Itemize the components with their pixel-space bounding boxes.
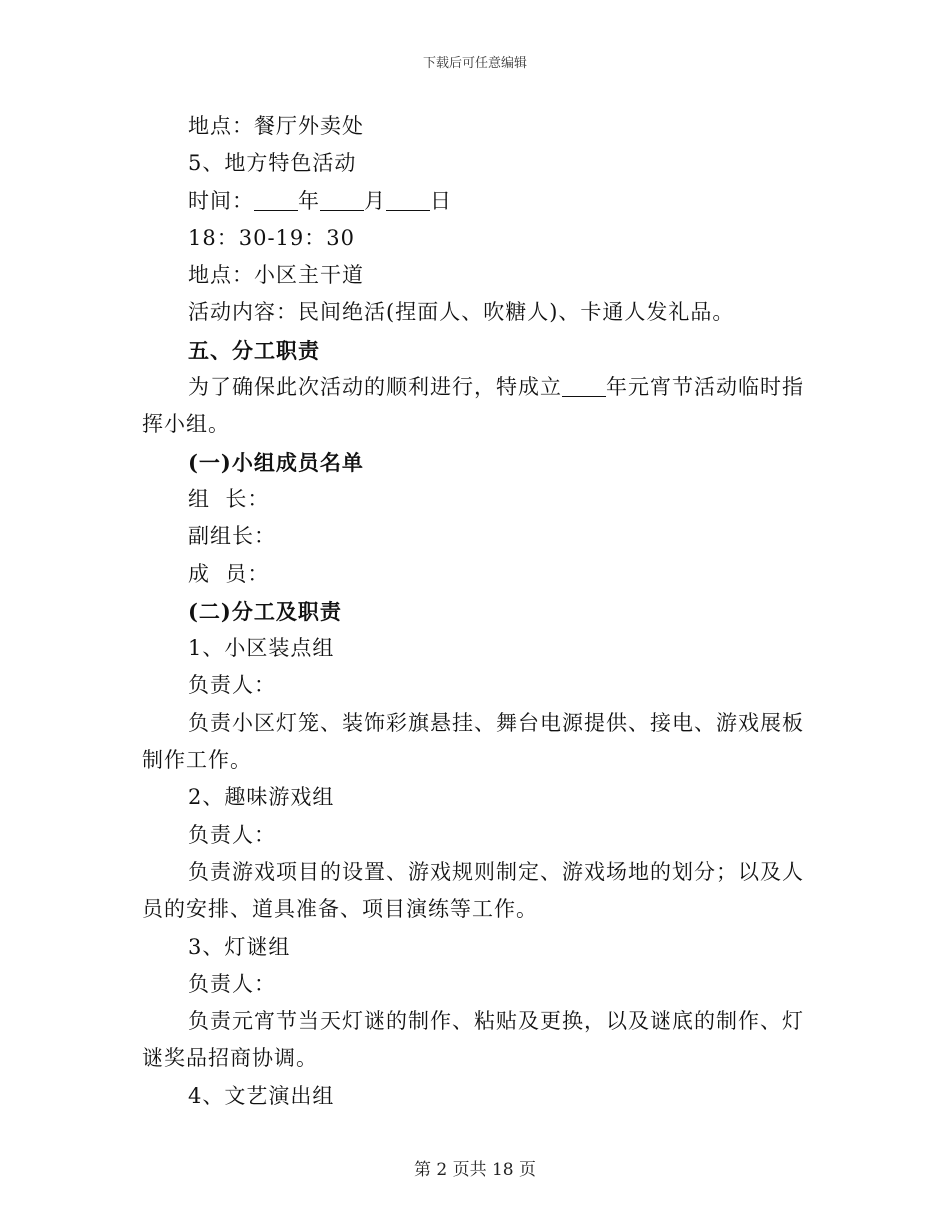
- day-label: 日: [430, 188, 452, 213]
- item-heading: 3、灯谜组: [188, 934, 291, 959]
- year-label: 年: [298, 188, 320, 213]
- text-line: 18：30-19：30: [188, 225, 355, 250]
- time-label: 时间：: [188, 188, 254, 213]
- text-line: 负责人：: [188, 673, 276, 698]
- subsection-heading: (一)小组成员名单: [188, 449, 364, 475]
- paragraph-line: 负责元宵节当天灯谜的制作、粘贴及更换，以及谜底的制作、灯: [188, 1009, 804, 1034]
- text-segment: 为了确保此次活动的顺利进行，特成立: [188, 375, 562, 400]
- page-header: 下载后可任意编辑: [422, 56, 527, 71]
- text-line: 负责人：: [188, 822, 276, 847]
- text-line: 组 长：: [188, 486, 270, 511]
- paragraph-line: 谜奖品招商协调。: [142, 1046, 318, 1071]
- text-line: 副组长：: [188, 524, 276, 549]
- section-heading: 5、地方特色活动: [188, 151, 357, 176]
- paragraph-line: 负责小区灯笼、装饰彩旗悬挂、舞台电源提供、接电、游戏展板: [188, 710, 804, 735]
- text-line: 活动内容：民间绝活(捏面人、吹糖人)、卡通人发礼品。: [188, 300, 735, 325]
- text-line: 地点：餐厅外卖处: [188, 114, 364, 138]
- text-line: 成 员：: [188, 561, 270, 586]
- paragraph-line: [142, 369, 804, 406]
- text-line: 负责人：: [188, 971, 276, 996]
- section-heading: 五、分工职责: [188, 337, 320, 363]
- blank-day: [386, 188, 430, 211]
- subsection-heading: (二)分工及职责: [188, 598, 342, 624]
- month-label: 月: [364, 188, 386, 213]
- time-line: [142, 183, 800, 220]
- item-heading: 2、趣味游戏组: [188, 785, 335, 810]
- blank-month: [320, 188, 364, 211]
- text-segment: 年元宵节活动临时指: [606, 375, 804, 400]
- item-heading: 1、小区装点组: [188, 636, 335, 661]
- paragraph-line: 负责游戏项目的设置、游戏规则制定、游戏场地的划分；以及人: [188, 859, 804, 884]
- blank-year: [254, 188, 298, 211]
- paragraph-line: 员的安排、道具准备、项目演练等工作。: [142, 897, 538, 922]
- paragraph-line: 制作工作。: [142, 748, 252, 773]
- item-heading: 4、文艺演出组: [188, 1083, 335, 1108]
- blank-year: [562, 374, 606, 397]
- document-body: [142, 108, 804, 1115]
- text-line: 地点：小区主干道: [188, 263, 364, 288]
- paragraph-line: 挥小组。: [142, 412, 230, 437]
- page-footer: 第 2 页共 18 页: [413, 1160, 537, 1180]
